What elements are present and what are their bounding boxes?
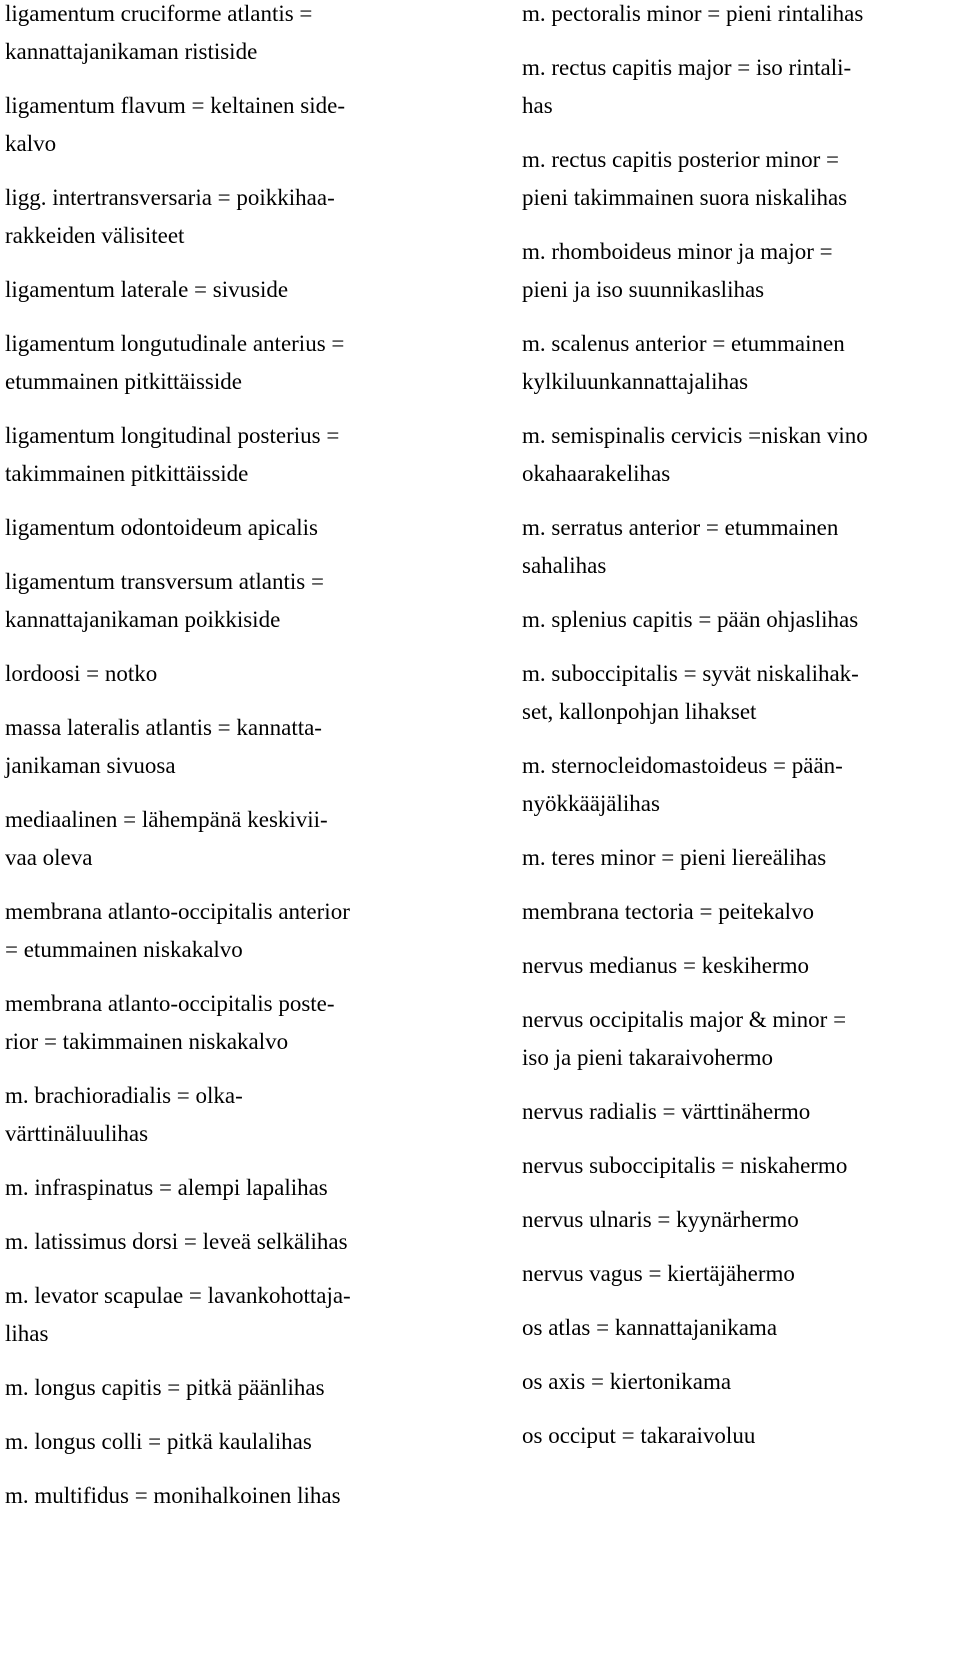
glossary-entry-line: os axis = kiertonikama bbox=[522, 1369, 732, 1394]
glossary-left-column bbox=[5, 0, 445, 1531]
glossary-entry-line: massa lateralis atlantis = kannatta- bbox=[5, 715, 322, 740]
glossary-entry-line: rior = takimmainen niskakalvo bbox=[5, 1029, 289, 1054]
glossary-entry bbox=[522, 1417, 958, 1455]
glossary-entry-line: ligamentum longitudinal posterius = bbox=[5, 423, 340, 448]
glossary-entry-line: sahalihas bbox=[522, 553, 607, 578]
glossary-entry bbox=[522, 839, 958, 877]
glossary-entry-line: = etummainen niskakalvo bbox=[5, 937, 243, 962]
glossary-entry-line: membrana atlanto-occipitalis anterior bbox=[5, 899, 350, 924]
glossary-entry bbox=[522, 1001, 958, 1077]
glossary-entry-line: m. multifidus = monihalkoinen lihas bbox=[5, 1483, 341, 1508]
glossary-entry-line: janikaman sivuosa bbox=[5, 753, 176, 778]
glossary-entry bbox=[522, 893, 958, 931]
glossary-entry-line: m. sternocleidomastoideus = pään- bbox=[522, 753, 843, 778]
glossary-entry bbox=[522, 747, 958, 823]
glossary-entry-line: set, kallonpohjan lihakset bbox=[522, 699, 757, 724]
glossary-entry-line: kylkiluunkannattajalihas bbox=[522, 369, 749, 394]
glossary-entry bbox=[522, 1363, 958, 1401]
glossary-entry-line: m. splenius capitis = pään ohjaslihas bbox=[522, 607, 859, 632]
glossary-entry-line: m. infraspinatus = alempi lapalihas bbox=[5, 1175, 328, 1200]
glossary-entry-line: membrana atlanto-occipitalis poste- bbox=[5, 991, 335, 1016]
glossary-entry bbox=[522, 49, 958, 125]
glossary-entry bbox=[522, 233, 958, 309]
glossary-entry-line: kannattajanikaman poikkiside bbox=[5, 607, 281, 632]
glossary-entry-line: pieni ja iso suunnikaslihas bbox=[522, 277, 765, 302]
glossary-entry-line: os atlas = kannattajanikama bbox=[522, 1315, 778, 1340]
glossary-right-column bbox=[522, 0, 958, 1471]
glossary-entry bbox=[5, 1077, 445, 1153]
glossary-entry-line: lihas bbox=[5, 1321, 49, 1346]
glossary-entry-line: m. pectoralis minor = pieni rintalihas bbox=[522, 1, 864, 26]
glossary-entry bbox=[522, 655, 958, 731]
glossary-entry-line: m. longus colli = pitkä kaulalihas bbox=[5, 1429, 312, 1454]
glossary-entry-line: m. rhomboideus minor ja major = bbox=[522, 239, 833, 264]
glossary-entry-line: m. scalenus anterior = etummainen bbox=[522, 331, 845, 356]
glossary-entry bbox=[5, 509, 445, 547]
glossary-entry-line: m. rectus capitis major = iso rintali- bbox=[522, 55, 852, 80]
glossary-entry-line: nervus vagus = kiertäjähermo bbox=[522, 1261, 795, 1286]
glossary-entry bbox=[5, 1169, 445, 1207]
glossary-entry bbox=[5, 417, 445, 493]
glossary-entry-line: vaa oleva bbox=[5, 845, 93, 870]
glossary-entry-line: värttinäluulihas bbox=[5, 1121, 149, 1146]
glossary-entry-line: mediaalinen = lähempänä keskivii- bbox=[5, 807, 328, 832]
glossary-entry-line: m. teres minor = pieni liereälihas bbox=[522, 845, 827, 870]
glossary-entry bbox=[5, 563, 445, 639]
glossary-entry bbox=[522, 509, 958, 585]
glossary-entry bbox=[5, 985, 445, 1061]
glossary-entry-line: pieni takimmainen suora niskalihas bbox=[522, 185, 848, 210]
glossary-entry-line: m. latissimus dorsi = leveä selkälihas bbox=[5, 1229, 348, 1254]
glossary-entry-line: membrana tectoria = peitekalvo bbox=[522, 899, 815, 924]
glossary-entry bbox=[5, 1277, 445, 1353]
glossary-entry-line: ligamentum cruciforme atlantis = bbox=[5, 1, 313, 26]
glossary-entry bbox=[5, 709, 445, 785]
glossary-entry bbox=[522, 1147, 958, 1185]
glossary-entry bbox=[5, 1423, 445, 1461]
glossary-entry-line: m. serratus anterior = etummainen bbox=[522, 515, 839, 540]
glossary-entry-line: iso ja pieni takaraivohermo bbox=[522, 1045, 774, 1070]
glossary-entry bbox=[522, 0, 958, 33]
glossary-entry-line: m. suboccipitalis = syvät niskalihak- bbox=[522, 661, 859, 686]
glossary-entry-line: nervus suboccipitalis = niskahermo bbox=[522, 1153, 848, 1178]
glossary-entry bbox=[522, 1255, 958, 1293]
glossary-entry bbox=[5, 801, 445, 877]
glossary-entry-line: nervus occipitalis major & minor = bbox=[522, 1007, 847, 1032]
glossary-entry-line: m. brachioradialis = olka- bbox=[5, 1083, 243, 1108]
glossary-entry-line: ligg. intertransversaria = poikkihaa- bbox=[5, 185, 335, 210]
glossary-entry-line: kalvo bbox=[5, 131, 57, 156]
glossary-entry bbox=[522, 947, 958, 985]
glossary-entry bbox=[522, 141, 958, 217]
glossary-entry bbox=[5, 655, 445, 693]
glossary-entry-line: nervus medianus = keskihermo bbox=[522, 953, 809, 978]
glossary-entry-line: kannattajanikaman ristiside bbox=[5, 39, 258, 64]
glossary-entry-line: etummainen pitkittäisside bbox=[5, 369, 242, 394]
glossary-entry bbox=[522, 1309, 958, 1347]
glossary-entry-line: ligamentum laterale = sivuside bbox=[5, 277, 289, 302]
glossary-entry-line: takimmainen pitkittäisside bbox=[5, 461, 249, 486]
glossary-entry-line: nyökkääjälihas bbox=[522, 791, 660, 816]
glossary-entry-line: m. rectus capitis posterior minor = bbox=[522, 147, 840, 172]
glossary-entry bbox=[5, 179, 445, 255]
glossary-entry bbox=[522, 1093, 958, 1131]
glossary-entry-line: ligamentum transversum atlantis = bbox=[5, 569, 324, 594]
glossary-entry bbox=[5, 1369, 445, 1407]
glossary-entry bbox=[5, 1477, 445, 1515]
glossary-entry-line: ligamentum odontoideum apicalis bbox=[5, 515, 318, 540]
glossary-entry bbox=[5, 1223, 445, 1261]
glossary-entry bbox=[522, 325, 958, 401]
glossary-entry-line: lordoosi = notko bbox=[5, 661, 158, 686]
glossary-entry-line: nervus radialis = värttinähermo bbox=[522, 1099, 811, 1124]
glossary-entry bbox=[5, 271, 445, 309]
glossary-entry-line: os occiput = takaraivoluu bbox=[522, 1423, 756, 1448]
glossary-entry-line: m. levator scapulae = lavankohottaja- bbox=[5, 1283, 351, 1308]
glossary-entry bbox=[5, 325, 445, 401]
glossary-entry-line: m. semispinalis cervicis =niskan vino bbox=[522, 423, 868, 448]
glossary-entry-line: okahaarakelihas bbox=[522, 461, 671, 486]
glossary-entry bbox=[522, 601, 958, 639]
glossary-entry bbox=[5, 87, 445, 163]
glossary-entry-line: ligamentum longutudinale anterius = bbox=[5, 331, 345, 356]
glossary-entry bbox=[5, 893, 445, 969]
glossary-entry-line: ligamentum flavum = keltainen side- bbox=[5, 93, 345, 118]
glossary-entry bbox=[522, 1201, 958, 1239]
glossary-entry-line: m. longus capitis = pitkä päänlihas bbox=[5, 1375, 325, 1400]
glossary-entry-line: nervus ulnaris = kyynärhermo bbox=[522, 1207, 799, 1232]
glossary-entry-line: rakkeiden välisiteet bbox=[5, 223, 185, 248]
glossary-entry bbox=[5, 0, 445, 71]
glossary-entry bbox=[522, 417, 958, 493]
glossary-entry-line: has bbox=[522, 93, 553, 118]
